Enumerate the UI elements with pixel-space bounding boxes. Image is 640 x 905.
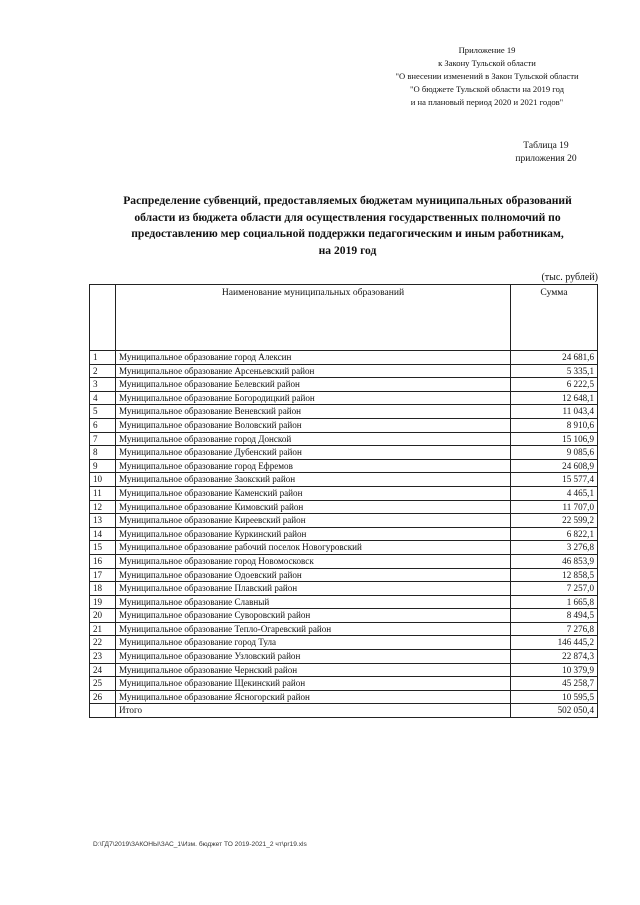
- subvention-amount: 12 648,1: [511, 391, 598, 405]
- table-body: [90, 351, 598, 704]
- table-row: [90, 622, 598, 636]
- table-row: [90, 650, 598, 664]
- subvention-amount: 24 608,9: [511, 459, 598, 473]
- appendix-line: Приложение 19: [458, 45, 516, 55]
- row-number: 21: [90, 622, 116, 636]
- table-row: [90, 595, 598, 609]
- municipality-name: Муниципальное образование рабочий поселок Новогуровский: [116, 541, 511, 555]
- subvention-amount: 3 276,8: [511, 541, 598, 555]
- subvention-amount: 7 276,8: [511, 622, 598, 636]
- row-number: 19: [90, 595, 116, 609]
- total-number-cell: [90, 704, 116, 718]
- subvention-amount: 22 874,3: [511, 650, 598, 664]
- table-row: [90, 351, 598, 365]
- row-number: 8: [90, 446, 116, 460]
- subvention-amount: 10 379,9: [511, 663, 598, 677]
- table-row: [90, 364, 598, 378]
- file-path-footer: D:\ГД7\2019\ЗАКОНЫ\ЗАС_1\Изм. бюджет ТО 2019-2021_2 чт\pr19.xls: [93, 841, 307, 848]
- title-line: предоставлению мер социальной поддержки педагогическим и иным работникам,: [131, 227, 564, 240]
- row-number: 10: [90, 473, 116, 487]
- table-header-row: [90, 285, 598, 351]
- title-line: области из бюджета области для осуществления государственных полномочий по: [134, 210, 561, 224]
- subvention-amount: 46 853,9: [511, 554, 598, 568]
- subvention-amount: 10 595,5: [511, 690, 598, 704]
- row-number: 15: [90, 541, 116, 555]
- row-number: 2: [90, 364, 116, 378]
- row-number: 12: [90, 500, 116, 514]
- row-number: 5: [90, 405, 116, 419]
- title-line: Распределение субвенций, предоставляемых бюджетам муниципальных образований: [123, 194, 572, 207]
- row-number: 6: [90, 418, 116, 432]
- municipality-name: Муниципальное образование Чернский район: [116, 663, 511, 677]
- subvention-amount: 146 445,2: [511, 636, 598, 650]
- municipality-name: Муниципальное образование город Алексин: [116, 351, 511, 365]
- subvention-amount: 11 043,4: [511, 405, 598, 419]
- document-title: [90, 193, 605, 259]
- row-number: 13: [90, 514, 116, 528]
- table-row: [90, 405, 598, 419]
- row-number: 7: [90, 432, 116, 446]
- appendix-line: и на плановый период 2020 и 2021 годов": [410, 97, 564, 107]
- municipality-name: Муниципальное образование Славный: [116, 595, 511, 609]
- units-label: (тыс. рублей): [541, 272, 598, 283]
- appendix-line: "О внесении изменений в Закон Тульской области: [395, 71, 579, 81]
- row-number: 3: [90, 378, 116, 392]
- table-row: [90, 432, 598, 446]
- municipality-name: Муниципальное образование Ясногорский район: [116, 690, 511, 704]
- table-row: [90, 418, 598, 432]
- municipality-name: Муниципальное образование Арсеньевский район: [116, 364, 511, 378]
- municipality-name: Муниципальное образование Воловский район: [116, 418, 511, 432]
- subvention-amount: 8 910,6: [511, 418, 598, 432]
- table-row: [90, 690, 598, 704]
- subvention-amount: 6 222,5: [511, 378, 598, 392]
- row-number: 14: [90, 527, 116, 541]
- municipality-name: Муниципальное образование Каменский район: [116, 486, 511, 500]
- subvention-amount: 15 577,4: [511, 473, 598, 487]
- row-number: 17: [90, 568, 116, 582]
- municipality-name: Муниципальное образование Веневский район: [116, 405, 511, 419]
- table-row: [90, 541, 598, 555]
- municipality-name: Муниципальное образование Щекинский район: [116, 677, 511, 691]
- subvention-table: [89, 284, 598, 718]
- table-row: [90, 378, 598, 392]
- municipality-name: Муниципальное образование Куркинский район: [116, 527, 511, 541]
- municipality-name: Муниципальное образование Суворовский район: [116, 609, 511, 623]
- subvention-amount: 12 858,5: [511, 568, 598, 582]
- municipality-name: Муниципальное образование город Тула: [116, 636, 511, 650]
- row-number: 24: [90, 663, 116, 677]
- row-number: 9: [90, 459, 116, 473]
- subvention-amount: 5 335,1: [511, 364, 598, 378]
- municipality-name: Муниципальное образование Плавский район: [116, 582, 511, 596]
- table-row: [90, 636, 598, 650]
- table-row: [90, 486, 598, 500]
- subvention-amount: 24 681,6: [511, 351, 598, 365]
- table-row: [90, 527, 598, 541]
- subvention-amount: 9 085,6: [511, 446, 598, 460]
- subvention-amount: 4 465,1: [511, 486, 598, 500]
- municipality-name: Муниципальное образование Кимовский район: [116, 500, 511, 514]
- table-ref-line: Таблица 19: [523, 141, 569, 151]
- municipality-name: Муниципальное образование Киреевский район: [116, 514, 511, 528]
- municipality-name: Муниципальное образование город Ефремов: [116, 459, 511, 473]
- municipality-name: Муниципальное образование Богородицкий район: [116, 391, 511, 405]
- row-number: 1: [90, 351, 116, 365]
- municipality-name: Муниципальное образование город Новомосковск: [116, 554, 511, 568]
- row-number: 20: [90, 609, 116, 623]
- table-row: [90, 663, 598, 677]
- row-number: 11: [90, 486, 116, 500]
- total-sum: 502 050,4: [511, 704, 598, 718]
- appendix-header: [372, 44, 602, 109]
- table-row: [90, 609, 598, 623]
- total-row: [90, 704, 598, 718]
- municipality-name: Муниципальное образование Тепло-Огаревский район: [116, 622, 511, 636]
- row-number: 26: [90, 690, 116, 704]
- header-number-cell: [90, 285, 116, 351]
- subvention-amount: 7 257,0: [511, 582, 598, 596]
- municipality-name: Муниципальное образование Заокский район: [116, 473, 511, 487]
- subvention-amount: 1 665,8: [511, 595, 598, 609]
- table-row: [90, 514, 598, 528]
- header-sum-cell: Сумма: [511, 285, 598, 351]
- header-name-cell: Наименование муниципальных образований: [116, 285, 511, 351]
- table-row: [90, 677, 598, 691]
- subvention-amount: 15 106,9: [511, 432, 598, 446]
- municipality-name: Муниципальное образование Одоевский район: [116, 568, 511, 582]
- municipality-name: Муниципальное образование Дубенский район: [116, 446, 511, 460]
- table-row: [90, 500, 598, 514]
- table-row: [90, 568, 598, 582]
- table-row: [90, 446, 598, 460]
- row-number: 18: [90, 582, 116, 596]
- table-row: [90, 582, 598, 596]
- table-row: [90, 554, 598, 568]
- subvention-amount: 45 258,7: [511, 677, 598, 691]
- row-number: 4: [90, 391, 116, 405]
- municipality-name: Муниципальное образование Узловский район: [116, 650, 511, 664]
- appendix-line: "О бюджете Тульской области на 2019 год: [410, 84, 564, 94]
- subvention-amount: 22 599,2: [511, 514, 598, 528]
- row-number: 22: [90, 636, 116, 650]
- municipality-name: Муниципальное образование Белевский район: [116, 378, 511, 392]
- table-row: [90, 391, 598, 405]
- subvention-amount: 6 822,1: [511, 527, 598, 541]
- table-reference: [506, 140, 586, 166]
- subvention-amount: 8 494,5: [511, 609, 598, 623]
- row-number: 23: [90, 650, 116, 664]
- table-row: [90, 459, 598, 473]
- total-label: Итого: [116, 704, 511, 718]
- title-line: на 2019 год: [318, 243, 377, 257]
- subvention-amount: 11 707,0: [511, 500, 598, 514]
- municipality-name: Муниципальное образование город Донской: [116, 432, 511, 446]
- table-row: [90, 473, 598, 487]
- table-ref-line: приложения 20: [515, 154, 577, 164]
- row-number: 16: [90, 554, 116, 568]
- appendix-line: к Закону Тульской области: [438, 58, 536, 68]
- row-number: 25: [90, 677, 116, 691]
